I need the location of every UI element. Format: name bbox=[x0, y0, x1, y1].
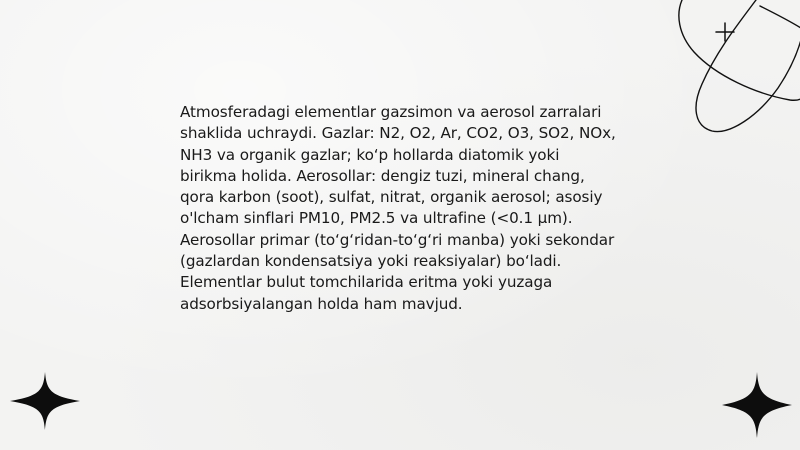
body-text: Atmosferadagi elementlar gazsimon va aerosol zarralari shaklida uchraydi. Gazlar: N2, O2, Ar, CO2, O3, SO2, NOx, NH3 va organik gazlar; ko‘p hollarda diatomik yoki birikma holida. Aerosollar: dengiz tuzi, mineral chang, qora karbon (soot), sulfat, nitrat, organik aerosol; asosiy o'lcham sinflari PM10, PM2.5 va ultrafine (<0.1 µm). Aerosollar primar (to‘g‘ridan-to‘g‘ri manba) yoki sekondar (gazlardan kondensatsiya yoki reaksiyalar) bo‘ladi. Elementlar bulut tomchilarida eritma yoki yuzaga adsorbsiyalangan holda ham mavjud. bbox=[180, 103, 616, 313]
four-point-star-icon bbox=[10, 372, 80, 430]
orbit-sparkle-icon bbox=[672, 0, 800, 135]
four-point-star-icon bbox=[722, 372, 792, 438]
